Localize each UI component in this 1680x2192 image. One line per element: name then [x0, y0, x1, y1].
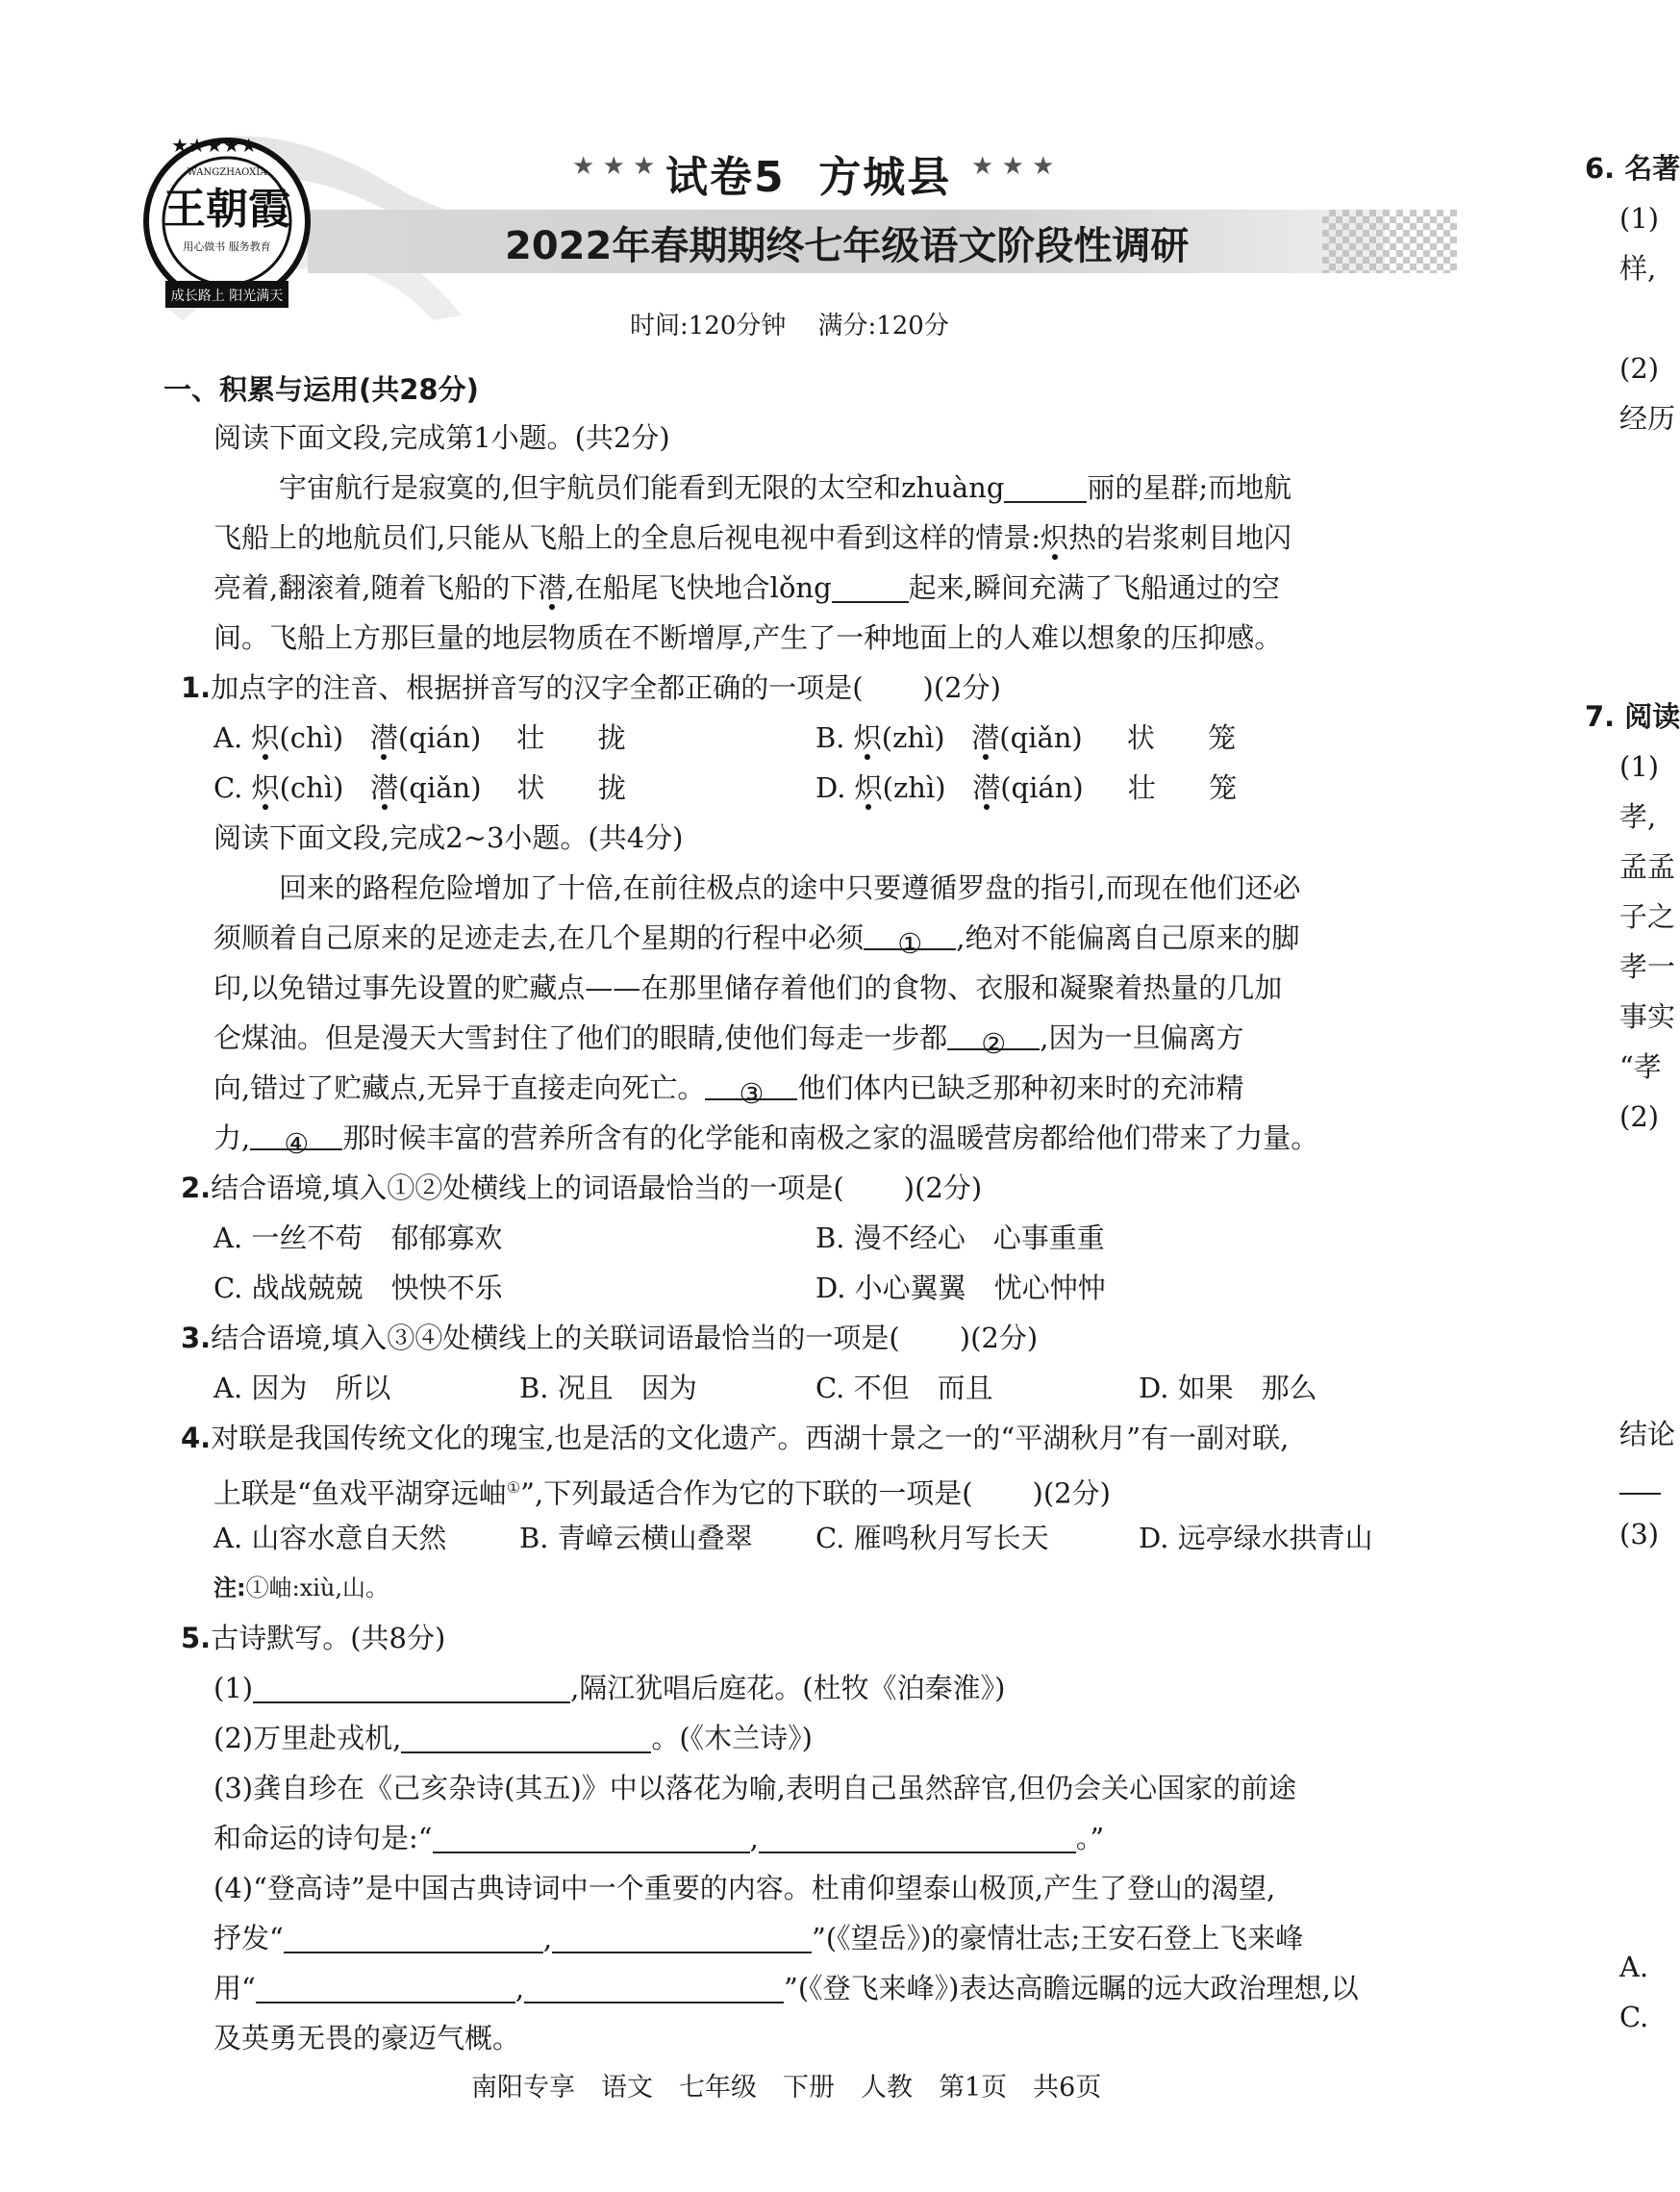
blank-poem-4c[interactable] — [256, 1973, 515, 2003]
paper-county: 方城县 — [818, 153, 952, 202]
q4-note: 注:①岫:xiù,山。 — [213, 1575, 389, 1601]
logo-small-text: 用心做书 服务教育 — [183, 240, 271, 253]
paper-title — [665, 142, 951, 204]
q1-option-b[interactable]: B. 炽(zhì) 潜(qiǎn) 状 笼 — [815, 721, 1237, 754]
q2-stem: 2.结合语境,填入①②处横线上的词语最恰当的一项是( )(2分) — [181, 1172, 983, 1204]
q5-sub2: (2)万里赴戎机, 。(《木兰诗》) — [213, 1722, 813, 1754]
q6-sub2-cont: 经历 — [1619, 402, 1676, 435]
q1-stem: 1.加点字的注音、根据拼音写的汉字全都正确的一项是( )(2分) — [181, 671, 1001, 704]
q4-line2: 上联是“鱼戏平湖穿远岫①”,下列最适合作为它的下联的一项是( )(2分) — [213, 1476, 1111, 1510]
q2-option-d[interactable]: D. 小心翼翼 忧心忡忡 — [815, 1272, 1106, 1304]
passage2-line3: 印,以免错过事先设置的贮藏点——在那里储存着他们的食物、衣服和凝聚着热量的几加 — [213, 971, 1283, 1004]
q7-line-r2: 孟孟 — [1619, 850, 1676, 883]
exam-info — [630, 306, 949, 341]
dotted-char: 潜 — [538, 571, 566, 604]
q4-option-b[interactable]: B. 青嶂云横山叠翠 — [519, 1522, 753, 1554]
q1-option-a[interactable]: A. 炽(chì) 潜(qián) 壮 拢 — [213, 721, 626, 754]
exam-time: 时间:120分钟 — [630, 312, 787, 340]
q5-sub4-line1: (4)“登高诗”是中国古典诗词中一个重要的内容。杜甫仰望泰山极顶,产生了登山的渴望, — [213, 1872, 1276, 1904]
blank-poem-2[interactable] — [401, 1723, 651, 1753]
logo-name: 王朝霞 — [163, 185, 290, 234]
blank-3[interactable]: ③ — [705, 1070, 797, 1100]
q5-sub3-line1: (3)龚自珍在《己亥杂诗(其五)》中以落花为喻,表明自己虽然辞官,但仍会关心国家的前途 — [213, 1772, 1297, 1804]
q7-line-r1: 孝, — [1619, 800, 1657, 833]
blank-poem-1[interactable] — [253, 1673, 570, 1703]
q7-conclusion: 结论 — [1619, 1418, 1676, 1450]
q3-option-c[interactable]: C. 不但 而且 — [815, 1372, 993, 1404]
passage2-intro: 阅读下面文段,完成2~3小题。(共4分) — [213, 821, 684, 854]
page-footer: 南阳专享 语文 七年级 下册 人教 第1页 共6页 — [471, 2073, 1102, 2103]
q7-option-c[interactable]: C. — [1619, 2001, 1649, 2033]
q6-sub1: (1) — [1619, 202, 1660, 235]
q1-option-c[interactable]: C. 炽(chì) 潜(qiǎn) 状 拢 — [213, 771, 626, 804]
q4-option-a[interactable]: A. 山容水意自天然 — [213, 1522, 447, 1554]
svg-text:★★★★★: ★★★★★ — [171, 134, 258, 157]
passage1-line2: 飞船上的地航员们,只能从飞船上的全息后视电视中看到这样的情景:炽热的岩浆刺目地闪 — [213, 521, 1292, 554]
q7-line-r3: 子之 — [1619, 900, 1676, 933]
q7-sub3: (3) — [1619, 1518, 1660, 1550]
q7-sub1: (1) — [1619, 750, 1660, 783]
blank-2[interactable]: ② — [947, 1020, 1040, 1050]
blank-poem-3a[interactable] — [433, 1823, 750, 1853]
q7-line-r5: 事实 — [1619, 1000, 1676, 1033]
passage1-line3: 亮着,翻滚着,随着飞船的下潜,在船尾飞快地合lǒng 起来,瞬间充满了飞船通过的空 — [213, 571, 1280, 604]
logo-slogan: 成长路上 阳光满天 — [170, 289, 284, 304]
blank-poem-4b[interactable] — [552, 1923, 812, 1953]
paper-label: 试卷5 — [665, 153, 786, 202]
passage1-line4: 间。飞船上方那巨量的地层物质在不断增厚,产生了一种地面上的人难以想象的压抑感。 — [213, 621, 1283, 654]
banner-pattern — [1322, 210, 1457, 273]
blank-long[interactable] — [832, 572, 909, 603]
exam-score: 满分:120分 — [817, 312, 949, 340]
q7-heading: 7. 阅读 — [1585, 700, 1680, 733]
passage2-line2: 须顺着自己原来的足迹走去,在几个星期的行程中必须 ① ,绝对不能偏离自己原来的脚 — [213, 921, 1300, 960]
q7-sub2: (2) — [1619, 1100, 1660, 1133]
dotted-char: 炽 — [1041, 521, 1069, 554]
q5-sub4-line4: 及英勇无畏的豪迈气概。 — [213, 2022, 521, 2054]
q5-sub1: (1) ,隔江犹唱后庭花。(杜牧《泊秦淮》) — [213, 1672, 1006, 1704]
passage2-line6: 力, ④ 那时候丰富的营养所含有的化学能和南极之家的温暖营房都给他们带来了力量。 — [213, 1121, 1319, 1160]
passage2-line1: 回来的路程危险增加了十倍,在前往极点的途中只要遵循罗盘的指引,而现在他们还必 — [279, 871, 1301, 904]
blank-poem-3b[interactable] — [759, 1823, 1076, 1853]
logo-ring-text: WANGZHAOXIA — [187, 167, 267, 178]
passage2-line5: 向,错过了贮藏点,无异于直接走向死亡。 ③ 他们体内已缺乏那种初来时的充沛精 — [213, 1071, 1244, 1110]
blank-poem-4d[interactable] — [524, 1973, 784, 2003]
logo-badge-icon — [142, 127, 312, 319]
blank-poem-4a[interactable] — [284, 1923, 543, 1953]
q5-stem: 5.古诗默写。(共8分) — [181, 1622, 446, 1654]
passage2-line4: 仑煤油。但是漫天大雪封住了他们的眼睛,使他们每走一步都 ② ,因为一旦偏离方 — [213, 1021, 1244, 1060]
passage1-intro: 阅读下面文段,完成第1小题。(共2分) — [213, 421, 670, 454]
q6-sub2: (2) — [1619, 352, 1660, 385]
q7-option-a[interactable]: A. — [1619, 1951, 1649, 1983]
q3-stem: 3.结合语境,填入③④处横线上的关联词语最恰当的一项是( )(2分) — [181, 1322, 1039, 1354]
q3-option-a[interactable]: A. 因为 所以 — [213, 1372, 391, 1404]
paper-subtitle: 2022年春期期终七年级语文阶段性调研 — [505, 224, 1190, 268]
q2-option-a[interactable]: A. 一丝不苟 郁郁寡欢 — [213, 1222, 503, 1254]
q4-line1: 4.对联是我国传统文化的瑰宝,也是活的文化遗产。西湖十景之一的“平湖秋月”有一副对联, — [181, 1422, 1290, 1454]
q7-line-r6: “孝 — [1619, 1050, 1662, 1083]
q4-option-c[interactable]: C. 雁鸣秋月写长天 — [815, 1522, 1049, 1554]
q3-option-b[interactable]: B. 况且 因为 — [519, 1372, 697, 1404]
q2-option-b[interactable]: B. 漫不经心 心事重重 — [815, 1222, 1105, 1254]
q5-sub4-line2: 抒发“ , ”(《望岳》)的豪情壮志;王安石登上飞来峰 — [213, 1922, 1304, 1954]
q6-heading: 6. 名著 — [1585, 152, 1680, 185]
q3-option-d[interactable]: D. 如果 那么 — [1139, 1372, 1317, 1404]
stars-right-icon: ★ ★ ★ — [971, 152, 1055, 181]
publisher-logo — [142, 127, 312, 319]
q6-sub1-cont: 样, — [1619, 252, 1657, 285]
q5-sub4-line3: 用“ , ”(《登飞来峰》)表达高瞻远瞩的远大政治理想,以 — [213, 1972, 1359, 2004]
stars-left-icon: ★ ★ ★ — [572, 152, 656, 181]
passage1-line1: 宇宙航行是寂寞的,但宇航员们能看到无限的太空和zhuàng 丽的星群;而地航 — [279, 471, 1292, 504]
blank-1[interactable]: ① — [864, 920, 956, 950]
blank-4[interactable]: ④ — [250, 1120, 342, 1150]
q4-option-d[interactable]: D. 远亭绿水拱青山 — [1139, 1522, 1373, 1554]
q5-sub3-line2: 和命运的诗句是:“ , 。” — [213, 1822, 1105, 1854]
q2-option-c[interactable]: C. 战战兢兢 怏怏不乐 — [213, 1272, 503, 1304]
q1-option-d[interactable]: D. 炽(zhì) 潜(qián) 壮 笼 — [815, 771, 1238, 804]
q7-blank[interactable] — [1619, 1493, 1661, 1495]
section-heading: 一、积累与运用(共28分) — [163, 373, 479, 406]
blank-zhuang[interactable] — [1004, 472, 1087, 503]
q7-line-r4: 孝一 — [1619, 950, 1676, 983]
